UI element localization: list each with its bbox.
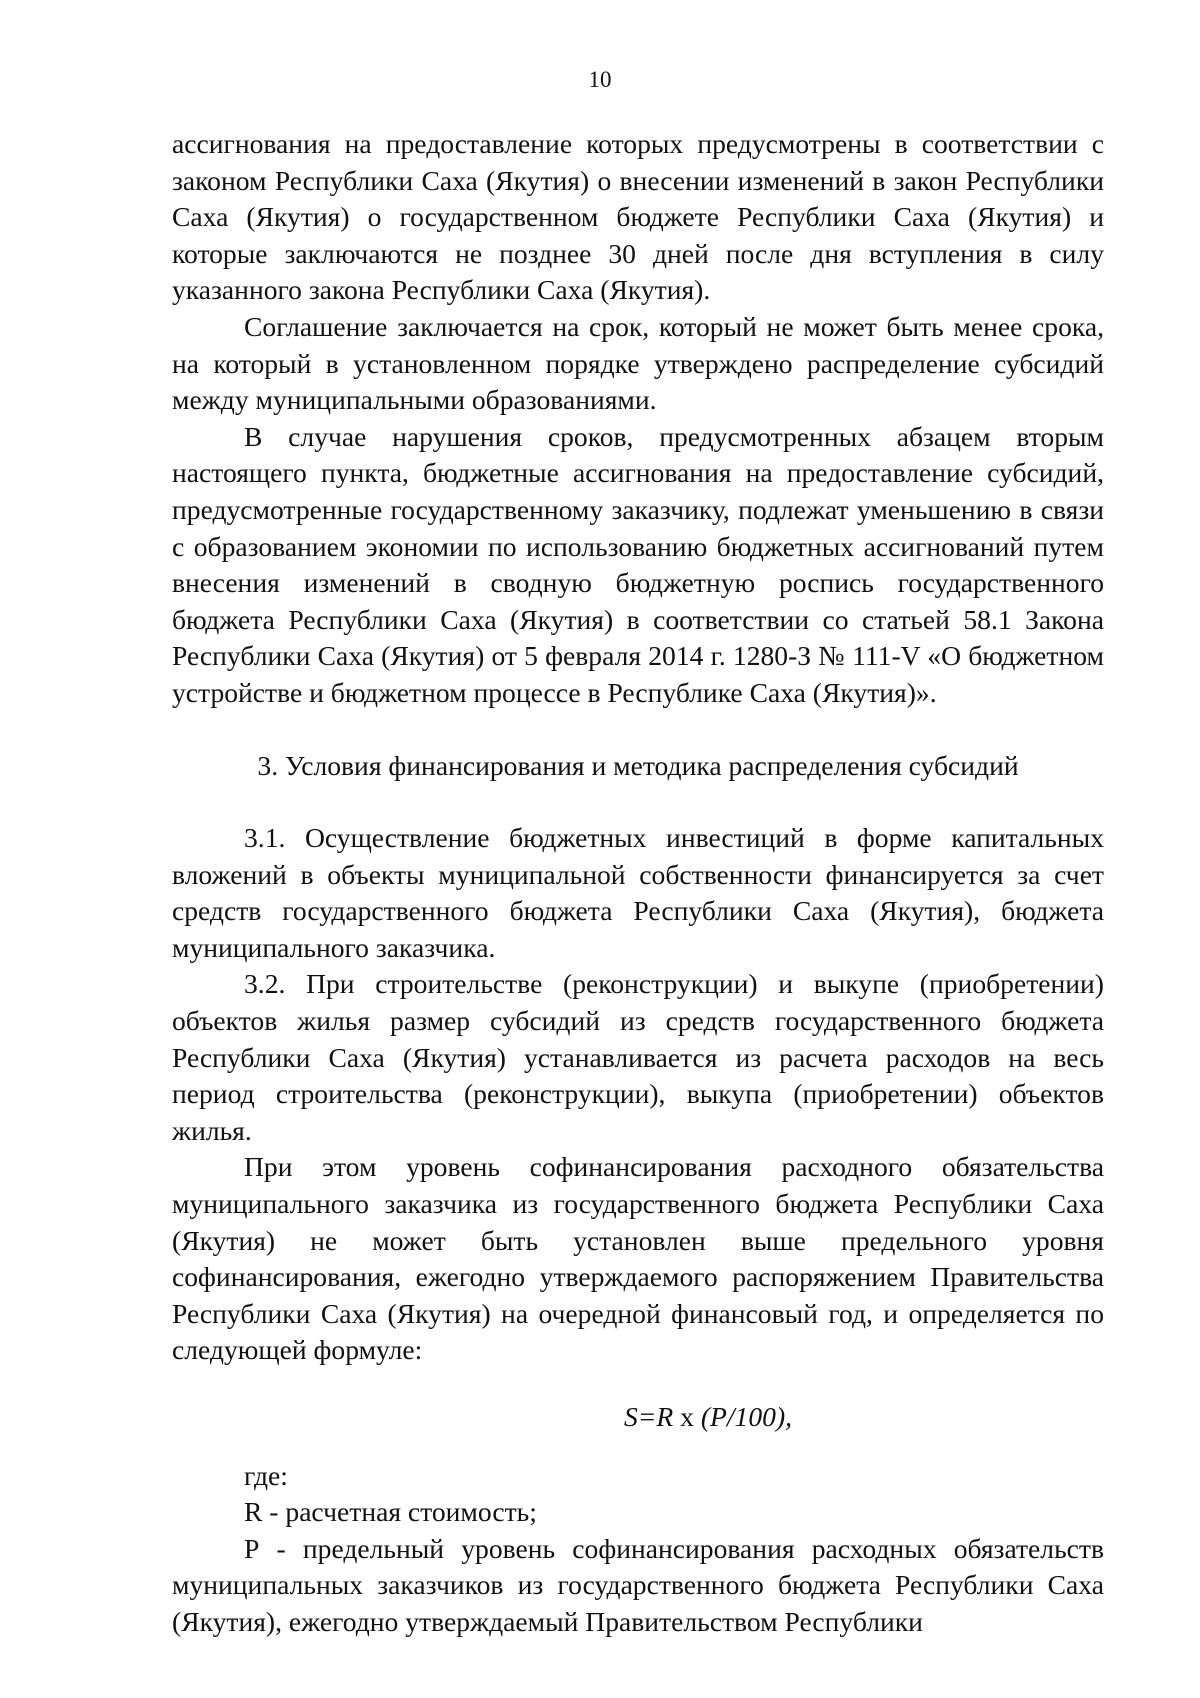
page-number: 10	[588, 67, 612, 92]
formula	[172, 1399, 1104, 1436]
paragraph-violation: В случае нарушения сроков, предусмотренных абзацем вторым настоящего пункта, бюджетные ассигнования на предоставление субсидий, предусмотренные государственному заказчику, подлежат уменьшению в связи с образованием экономии по использованию бюджетных ассигнований путем внесения изменений в сводную бюджетную роспись государственного бюджета Республики Саха (Якутия) в соответствии со статьей 58.1 Закона Республики Саха (Якутия) от 5 февраля 2014 г. 1280-З № 111-V «О бюджетном устройстве и бюджетном процессе в Республике Саха (Якутия)».	[172, 420, 1104, 708]
paragraph-continuation: ассигнования на предоставление которых предусмотрены в соответствии с законом Республики Саха (Якутия) о внесении изменений в закон Республики Саха (Якутия) о государственном бюджете Республики Саха (Якутия) и которые заключаются не позднее 30 дней после дня вступления в силу указанного закона Республики Саха (Якутия).	[172, 128, 1104, 306]
paragraph-3-1: 3.1. Осуществление бюджетных инвестиций в форме капитальных вложений в объекты муниципальной собственности финансируется за счет средств государственного бюджета Республики Саха (Якутия), бюджета муниципального заказчика.	[172, 822, 1104, 963]
definition-p: Р - предельный уровень софинансирования расходных обязательств муниципальных заказчиков из государственного бюджета Республики Саха (Якутия), ежегодно утверждаемый Правительством Республики	[172, 1532, 1104, 1637]
formula-operator: x	[680, 1401, 694, 1432]
paragraph-3-2: 3.2. При строительстве (реконструкции) и выкупе (приобретении) объектов жилья размер субсидий из средств государственного бюджета Республики Саха (Якутия) устанавливается из расчета расходов на весь период строительства (реконструкции), выкупа (приобретении) объектов жилья.	[172, 968, 1104, 1146]
definition-r: R - расчетная стоимость;	[244, 1496, 537, 1528]
paragraph-cofinancing: При этом уровень софинансирования расходного обязательства муниципального заказчика из государственного бюджета Республики Саха (Якутия) не может быть установлен выше предельного уровня софинансирования, ежегодно утверждаемого распоряжением Правительства Республики Саха (Якутия) на очередной финансовый год, и определяется по следующей формуле:	[172, 1151, 1104, 1366]
formula-left: S=R	[623, 1401, 674, 1432]
section-heading: 3. Условия финансирования и методика распределения субсидий	[257, 749, 1019, 781]
definition-where: где:	[244, 1459, 288, 1491]
document-body	[172, 126, 1104, 1641]
formula-right: (P/100),	[700, 1401, 793, 1432]
paragraph-agreement-term: Соглашение заключается на срок, который не может быть менее срока, на который в установленном порядке утверждено распределение субсидий между муниципальными образованиями.	[172, 310, 1104, 416]
